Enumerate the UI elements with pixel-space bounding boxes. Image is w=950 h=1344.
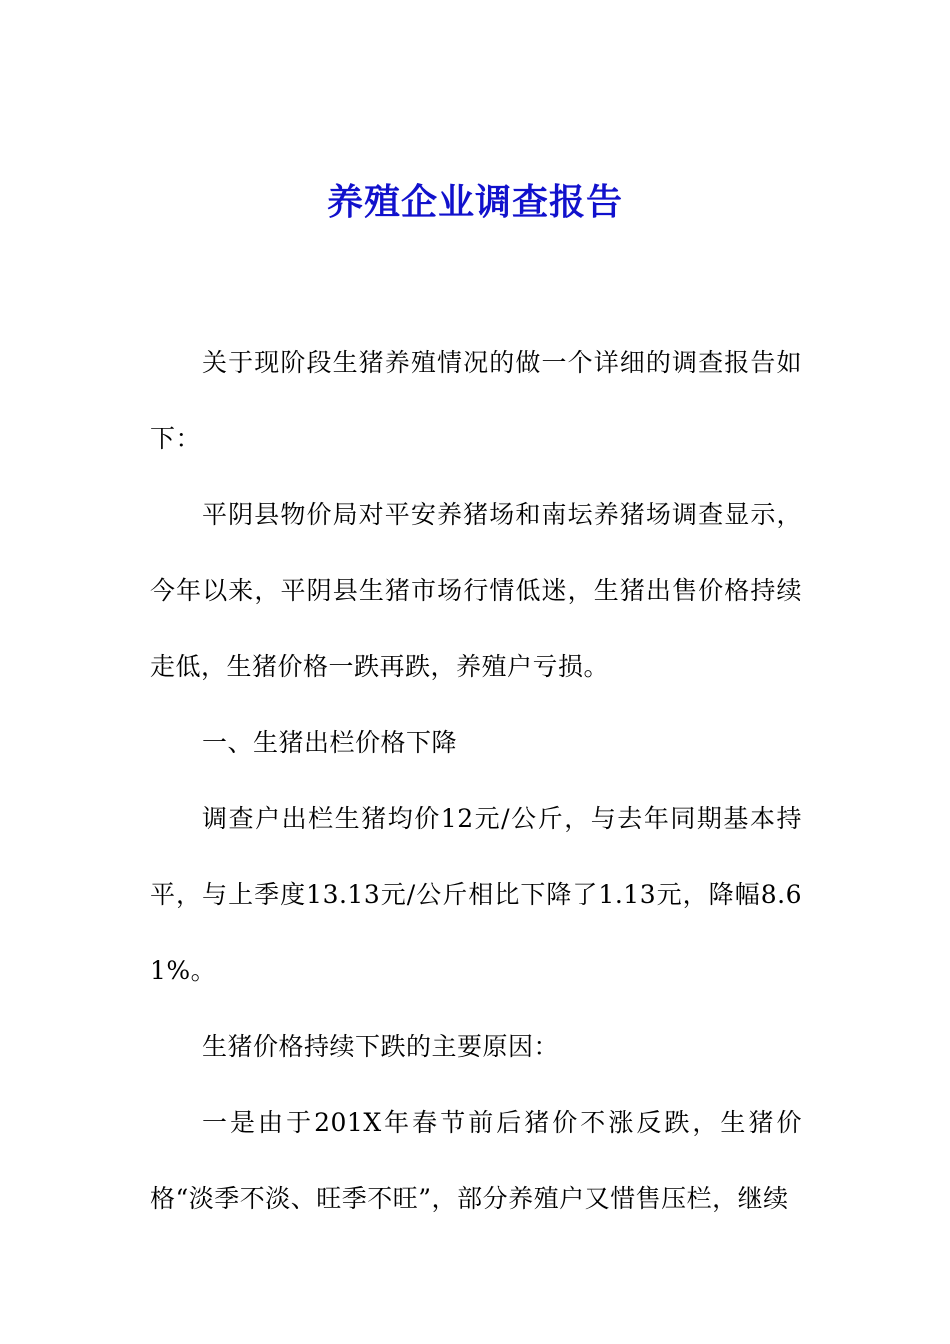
paragraph-intro: 关于现阶段生猪养殖情况的做一个详细的调查报告如下： — [150, 348, 802, 453]
paragraph-price-data: 调查户出栏生猪均价12元/公斤，与去年同期基本持平，与上季度13.13元/公斤相比下降了1.13元，降幅8.61%。 — [150, 804, 802, 985]
paragraph-reason-one: 一是由于201X年春节前后猪价不涨反跌，生猪价格“淡季不淡、旺季不旺”，部分养殖户又惜售压栏，继续 — [150, 1108, 802, 1213]
paragraph-reasons-heading: 生猪价格持续下跌的主要原因： — [202, 1032, 560, 1061]
document-title: 养殖企业调查报告 — [326, 181, 623, 223]
document-body — [150, 325, 802, 1237]
paragraph-survey: 平阴县物价局对平安养猪场和南坛养猪场调查显示，今年以来，平阴县生猪市场行情低迷，生猪出售价格持续走低，生猪价格一跌再跌，养殖户亏损。 — [150, 500, 802, 681]
section-heading-price-decline: 一、生猪出栏价格下降 — [202, 728, 458, 757]
